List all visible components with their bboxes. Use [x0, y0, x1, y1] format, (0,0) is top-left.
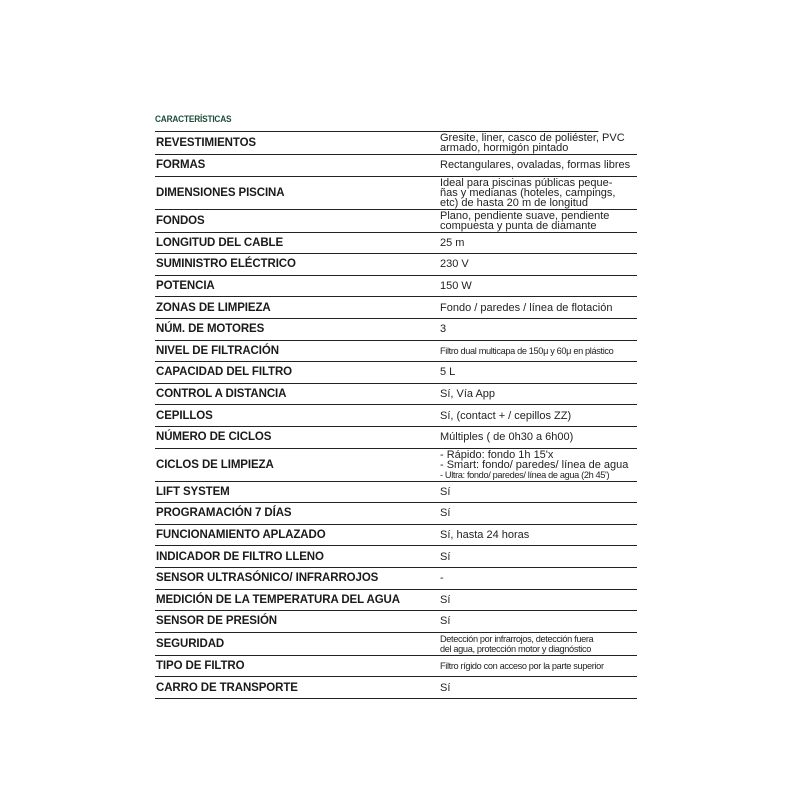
spec-label: NIVEL DE FILTRACIÓN	[155, 340, 440, 362]
spec-value-line: 25 m	[440, 236, 465, 249]
spec-row	[155, 340, 637, 362]
specifications-table	[155, 132, 637, 699]
spec-label: INDICADOR DE FILTRO LLENO	[155, 546, 440, 568]
spec-value	[440, 589, 637, 611]
spec-value	[440, 254, 637, 276]
spec-label: POTENCIA	[155, 275, 440, 297]
spec-value-line: Fondo / paredes / línea de flotación	[440, 301, 613, 314]
spec-value-line: - Rápido: fondo 1h 15'x	[440, 448, 554, 461]
spec-value	[440, 209, 637, 232]
spec-value-line: compuesta y punta de diamante	[440, 219, 597, 232]
spec-value-line: Detección por infrarrojos, detección fuera	[440, 633, 594, 644]
spec-row	[155, 546, 637, 568]
spec-label: SUMINISTRO ELÉCTRICO	[155, 254, 440, 276]
spec-row	[155, 232, 637, 254]
spec-row	[155, 677, 637, 699]
spec-value-line: Sí	[440, 681, 451, 694]
spec-value-line: Gresite, liner, casco de poliéster, PVC	[440, 132, 625, 144]
spec-label: MEDICIÓN DE LA TEMPERATURA DEL AGUA	[155, 589, 440, 611]
spec-row	[155, 254, 637, 276]
spec-row	[155, 426, 637, 448]
spec-label: FONDOS	[155, 209, 440, 232]
spec-row	[155, 155, 637, 177]
spec-row	[155, 448, 637, 481]
spec-value-line: Sí, Vía App	[440, 388, 496, 401]
spec-value	[440, 481, 637, 503]
spec-row	[155, 524, 637, 546]
spec-value	[440, 448, 637, 481]
spec-label: PROGRAMACIÓN 7 DÍAS	[155, 503, 440, 525]
spec-value-line: Sí	[440, 507, 451, 520]
spec-value-line: -	[440, 572, 444, 585]
spec-label: CARRO DE TRANSPORTE	[155, 677, 440, 699]
spec-value-line: Sí, hasta 24 horas	[440, 529, 530, 542]
spec-row	[155, 318, 637, 340]
spec-row	[155, 132, 637, 155]
spec-value-line: - Smart: fondo/ paredes/ línea de agua	[440, 458, 629, 471]
spec-row	[155, 589, 637, 611]
spec-row	[155, 481, 637, 503]
spec-value	[440, 405, 637, 427]
spec-value	[440, 677, 637, 699]
spec-value	[440, 132, 637, 155]
spec-value-line: Sí	[440, 485, 451, 498]
spec-value-line: armado, hormigón pintado	[440, 142, 569, 154]
spec-value-line: Filtro dual multicapa de 150μ y 60μ en plástico	[440, 345, 614, 356]
spec-row	[155, 503, 637, 525]
spec-label: REVESTIMIENTOS	[155, 132, 440, 155]
spec-value	[440, 655, 637, 677]
spec-value	[440, 318, 637, 340]
spec-value-line: etc) de hasta 20 m de longitud	[440, 196, 588, 209]
spec-value	[440, 503, 637, 525]
spec-value-line: Sí	[440, 593, 451, 606]
spec-value	[440, 362, 637, 384]
spec-value-line: Ideal para piscinas públicas peque-	[440, 176, 613, 189]
spec-label: FUNCIONAMIENTO APLAZADO	[155, 524, 440, 546]
spec-label: NÚMERO DE CICLOS	[155, 426, 440, 448]
spec-value-line: del agua, protección motor y diagnóstico	[440, 643, 591, 654]
spec-label: ZONAS DE LIMPIEZA	[155, 297, 440, 319]
spec-row	[155, 362, 637, 384]
spec-row	[155, 655, 637, 677]
spec-label: CAPACIDAD DEL FILTRO	[155, 362, 440, 384]
spec-value	[440, 155, 637, 177]
spec-value	[440, 567, 637, 589]
spec-row	[155, 275, 637, 297]
spec-value-line: 150 W	[440, 280, 472, 293]
spec-value	[440, 611, 637, 633]
spec-value-line: Múltiples ( de 0h30 a 6h00)	[440, 431, 574, 444]
section-title: CARACTERÍSTICAS	[155, 113, 598, 132]
spec-value	[440, 426, 637, 448]
spec-label: LONGITUD DEL CABLE	[155, 232, 440, 254]
spec-label: TIPO DE FILTRO	[155, 655, 440, 677]
spec-value-line: 5 L	[440, 366, 456, 379]
spec-label: FORMAS	[155, 155, 440, 177]
spec-value-line: Sí, (contact + / cepillos ZZ)	[440, 409, 572, 422]
spec-label: CONTROL A DISTANCIA	[155, 383, 440, 405]
spec-value-line: Rectangulares, ovaladas, formas libres	[440, 159, 631, 172]
spec-label: SENSOR DE PRESIÓN	[155, 611, 440, 633]
spec-value-line: Sí	[440, 550, 451, 563]
spec-label: SENSOR ULTRASÓNICO/ INFRARROJOS	[155, 567, 440, 589]
spec-row	[155, 209, 637, 232]
spec-row	[155, 405, 637, 427]
spec-row	[155, 611, 637, 633]
spec-label: LIFT SYSTEM	[155, 481, 440, 503]
spec-value	[440, 524, 637, 546]
spec-label: CICLOS DE LIMPIEZA	[155, 448, 440, 481]
spec-value	[440, 546, 637, 568]
spec-row	[155, 176, 637, 209]
spec-value	[440, 275, 637, 297]
spec-value	[440, 632, 637, 655]
spec-label: NÚM. DE MOTORES	[155, 318, 440, 340]
spec-value	[440, 340, 637, 362]
specifications-sheet	[155, 113, 637, 699]
specifications-table-body	[155, 132, 637, 698]
spec-row	[155, 383, 637, 405]
spec-value	[440, 297, 637, 319]
spec-row	[155, 297, 637, 319]
spec-value-line: 230 V	[440, 258, 469, 271]
spec-value-line: - Ultra: fondo/ paredes/ línea de agua (2h 45')	[440, 469, 610, 480]
spec-value-line: Sí	[440, 615, 451, 628]
spec-value	[440, 232, 637, 254]
spec-row	[155, 632, 637, 655]
spec-row	[155, 567, 637, 589]
spec-value-line: ñas y medianas (hoteles, campings,	[440, 186, 616, 199]
spec-label: CEPILLOS	[155, 405, 440, 427]
spec-value-line: 3	[440, 323, 447, 336]
spec-label: SEGURIDAD	[155, 632, 440, 655]
spec-value	[440, 176, 637, 209]
spec-label: DIMENSIONES PISCINA	[155, 176, 440, 209]
spec-value	[440, 383, 637, 405]
spec-value-line: Filtro rígido con acceso por la parte superior	[440, 660, 604, 671]
spec-value-line: Plano, pendiente suave, pendiente	[440, 209, 610, 222]
